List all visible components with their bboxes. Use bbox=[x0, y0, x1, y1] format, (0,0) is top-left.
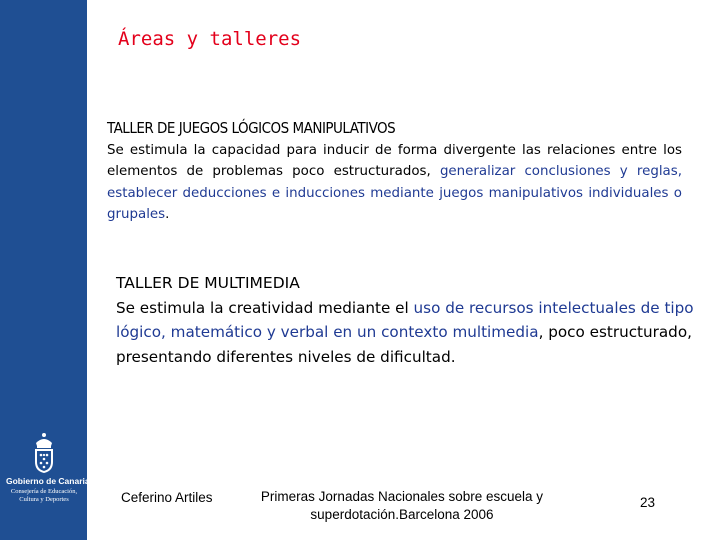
section-logic-games bbox=[107, 118, 682, 226]
section-heading: TALLER DE MULTIMEDIA bbox=[116, 274, 300, 292]
body-text-end: . bbox=[165, 207, 170, 222]
highlighted-text: uso de recursos intelectuales de tipo lógico, matemático y verbal en un contexto multimedia bbox=[116, 298, 694, 341]
section-multimedia bbox=[116, 271, 710, 369]
body-text: Se estimula la capacidad para inducir de forma divergente las relaciones entre los elementos de problemas poco estructurados, bbox=[107, 142, 682, 179]
logo-name: Gobierno de Canarias bbox=[6, 476, 95, 486]
page-title: Áreas y talleres bbox=[118, 28, 302, 50]
coat-of-arms-icon bbox=[31, 432, 57, 474]
page-number: 23 bbox=[640, 495, 656, 510]
section-body bbox=[116, 296, 710, 370]
section-heading: TALLER DE JUEGOS LÓGICOS MANIPULATIVOS bbox=[107, 119, 396, 137]
highlighted-text: generalizar conclusiones y reglas, establecer deducciones e inducciones mediante juegos manipulativos individuales o grupales bbox=[107, 164, 682, 222]
footer-event: Primeras Jornadas Nacionales sobre escuela y superdotación.Barcelona 2006 bbox=[260, 489, 544, 522]
government-logo bbox=[6, 432, 95, 504]
footer-author: Ceferino Artiles bbox=[121, 490, 213, 505]
section-body bbox=[107, 140, 682, 226]
sidebar-band bbox=[0, 0, 95, 540]
body-text-end: , poco estructurado, presentando diferentes niveles de dificultad. bbox=[116, 323, 692, 366]
body-text: Se estimula la creatividad mediante el bbox=[116, 298, 414, 317]
logo-department: Consejería de Educación, Cultura y Deportes bbox=[10, 488, 78, 503]
